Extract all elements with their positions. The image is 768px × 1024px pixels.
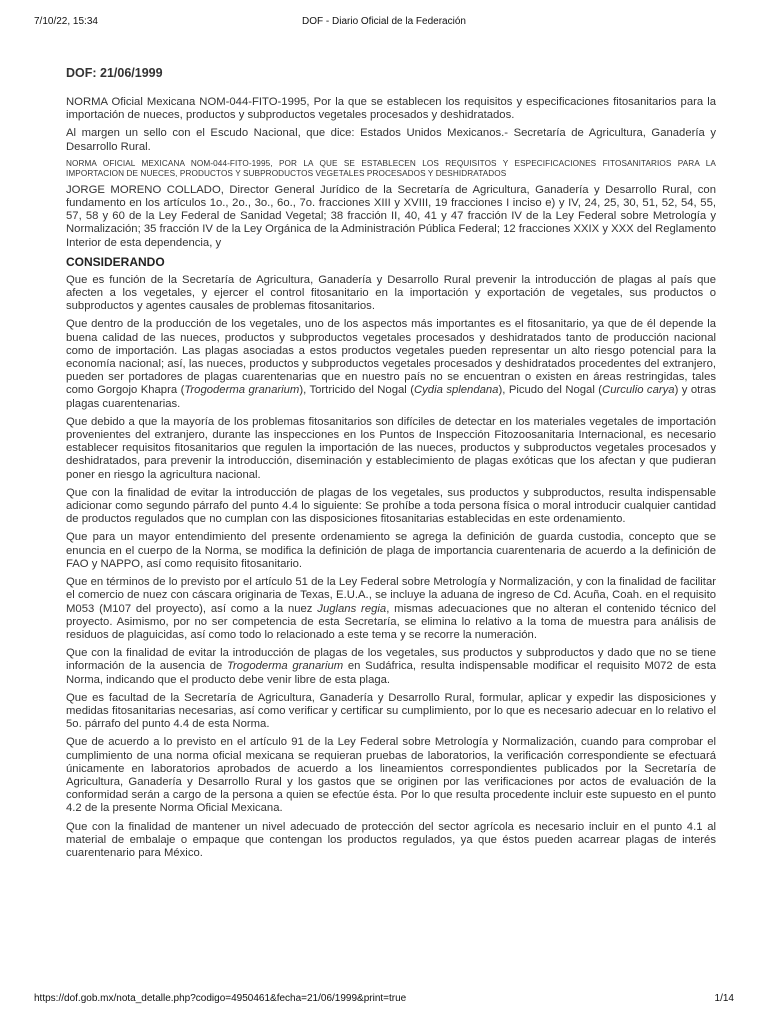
print-footer	[34, 993, 734, 1007]
print-datetime: 7/10/22, 15:34	[34, 16, 98, 27]
text-run: en Sudáfrica, resulta indispensable modificar el requisito M072 de esta Norma, indicando que el producto debe venir libre de esta plaga.	[66, 660, 716, 686]
text-run: Que con la finalidad de evitar la introducción de plagas de los vegetales, sus productos y subproductos y dado que no se tiene información de la ausencia de	[66, 647, 716, 673]
considerando-paragraph-9: Que de acuerdo a lo previsto en el artículo 91 de la Ley Federal sobre Metrología y Normalización, cuando para comprobar el cumplimiento de una norma oficial mexicana se requieran pruebas de laboratorios, la verificación correspondiente se efectuará únicamente en laboratorios aprobados de acuerdo a los lineamientos correspondientes publicados por la Secretaría de Agricultura, Ganadería y Desarrollo Rural y los gastos que se originen por las verificaciones por actos de evaluación de la conformidad serán a cargo de la persona a quien se efectúe ésta. Por lo que resulta procedente incluir este supuesto en el punto 4.2 de la presente Norma Oficial Mexicana.	[66, 736, 716, 815]
seal-paragraph: Al margen un sello con el Escudo Nacional, que dice: Estados Unidos Mexicanos.- Secretaría de Agricultura, Ganadería y Desarrollo Rural.	[66, 127, 716, 153]
species-name: Curculio carya	[602, 384, 675, 397]
considerando-paragraph-3: Que debido a que la mayoría de los problemas fitosanitarios son difíciles de detectar en los materiales vegetales de importación provenientes del extranjero, durante las inspecciones en los Puntos de Inspección Fitozoosanitaria Internacional, es necesario establecer requisitos fitosanitarios que regulen la importación de las nueces, productos y subproductos vegetales procesados y deshidratados, para prevenir la introducción, diseminación y establecimiento de plagas exóticas que los afectan y que pudieran poner en riesgo la agricultura nacional.	[66, 415, 716, 481]
signatory-paragraph: JORGE MORENO COLLADO, Director General Jurídico de la Secretaría de Agricultura, Ganadería y Desarrollo Rural, con fundamento en los artículos 1o., 2o., 3o., 6o., 7o. fracciones XIII y XVIII, 19 fracciones I inciso e) y IV, 24, 25, 30, 51, 52, 54, 55, 57, 58 y 60 de la Ley Federal de Sanidad Vegetal; 38 fracción II, 40, 41 y 47 fracción IV de la Ley Federal sobre Metrología y Normalización; 35 fracción IV de la Ley Orgánica de la Administración Pública Federal; 12 fracciones XXIX y XXX del Reglamento Interior de esta dependencia, y	[66, 183, 716, 249]
species-name: Trogoderma granarium	[184, 384, 300, 397]
species-name: Cydia splendana	[414, 384, 499, 397]
print-title: DOF - Diario Oficial de la Federación	[302, 16, 466, 27]
considerando-paragraph-1: Que es función de la Secretaría de Agricultura, Ganadería y Desarrollo Rural prevenir la introducción de plagas al país que afecten a los vegetales, y ejercer el control fitosanitario en la importación y exportación de vegetales, sus productos o subproductos y agentes causales de problemas fitosanitarios.	[66, 273, 716, 313]
print-header	[34, 16, 734, 30]
document-body	[66, 66, 716, 865]
page-number: 1/14	[714, 993, 734, 1004]
considerando-paragraph-6	[66, 576, 716, 642]
considerando-paragraph-10: Que con la finalidad de mantener un nivel adecuado de protección del sector agrícola es necesario incluir en el punto 4.1 al material de embalaje o empaque que contengan los productos regulados, ya que éstos pueden acarrear plagas de interés cuarentenario para México.	[66, 820, 716, 859]
species-name: Trogoderma granarium	[226, 660, 344, 673]
text-run: , mismas adecuaciones que no alteran el contenido técnico del proyecto. Asimismo, por no ser competencia de esta Secretaría, se elimina lo relativo a la toma de muestra para análisis de residuos de plaguicidas, así como todo lo relacionado a este tema y se recorre la numeración.	[66, 602, 716, 641]
text-run: Que en términos de lo previsto por el artículo 51 de la Ley Federal sobre Metrología y Normalización, y con la finalidad de facilitar el comercio de nuez con cáscara originaria de Texas, E.U.A., se incluye la aduana de ingreso de Cd. Acuña, Coah. en el requisito M053 (M107 del proyecto), así como a la nuez	[66, 576, 716, 615]
text-run: Que dentro de la producción de los vegetales, uno de los aspectos más importantes es el fitosanitario, ya que de él depende la buena calidad de las nueces, productos y subproductos vegetales procesados y deshidratados tanto de producción nacional como de importación. Las plagas asociadas a estos productos vegetales pueden representar un alto riesgo potencial para la economía nacional; así, las nueces, productos y subproductos vegetales procesados y deshidratados procedentes del extranjero, pueden ser portadores de plagas cuarentenarias que en nuestro país no se encuentran o existen en áreas restringidas, tales como Gorgojo Khapra (	[66, 318, 716, 397]
considerando-paragraph-8: Que es facultad de la Secretaría de Agricultura, Ganadería y Desarrollo Rural, formular, aplicar y expedir las disposiciones y medidas fitosanitarias necesarias, así como verificar y certificar su cumplimiento, por lo que es necesario adecuar en lo relativo el 5o. párrafo del punto 4.4 de esta Norma.	[66, 691, 716, 731]
text-run: ) y otras plagas cuarentenarias.	[66, 384, 716, 410]
caps-title: NORMA OFICIAL MEXICANA NOM-044-FITO-1995, POR LA QUE SE ESTABLECEN LOS REQUISITOS Y ESPECIFICACIONES FITOSANITARIOS PARA LA IMPORTACION DE NUECES, PRODUCTOS Y SUBPRODUCTOS VEGETALES PROCESADOS Y DESHIDRATADOS	[66, 158, 716, 178]
text-run: ), Picudo del Nogal (	[498, 384, 603, 397]
text-run: ), Tortricido del Nogal (	[299, 384, 414, 397]
dof-date: DOF: 21/06/1999	[66, 66, 163, 80]
considerando-paragraph-5: Que para un mayor entendimiento del presente ordenamiento se agrega la definición de guarda custodia, concepto que se enuncia en el cuerpo de la Norma, se modifica la definición de plaga de importancia cuarentenaria de acuerdo a la definición de FAO y NAPPO, así como requisito fitosanitario.	[66, 531, 716, 570]
section-heading: CONSIDERANDO	[66, 254, 165, 269]
species-name: Juglans regia	[317, 602, 387, 615]
considerando-paragraph-4: Que con la finalidad de evitar la introducción de plagas de los vegetales, sus productos y subproductos, resulta indispensable adicionar como segundo párrafo del punto 4.4 lo siguiente: Se prohíbe a toda persona física o moral introducir cualquier cantidad de productos regulados que no cumplan con las disposiciones fitosanitarias establecidas en este ordenamiento.	[66, 486, 716, 526]
considerando-paragraph-2	[66, 318, 716, 410]
page-url: https://dof.gob.mx/nota_detalle.php?codigo=4950461&fecha=21/06/1999&print=true	[34, 993, 407, 1004]
considerando-paragraph-7	[66, 647, 716, 687]
title-paragraph: NORMA Oficial Mexicana NOM-044-FITO-1995, Por la que se establecen los requisitos y especificaciones fitosanitarios para la importación de nueces, productos y subproductos vegetales procesados y deshidratados.	[66, 96, 716, 122]
